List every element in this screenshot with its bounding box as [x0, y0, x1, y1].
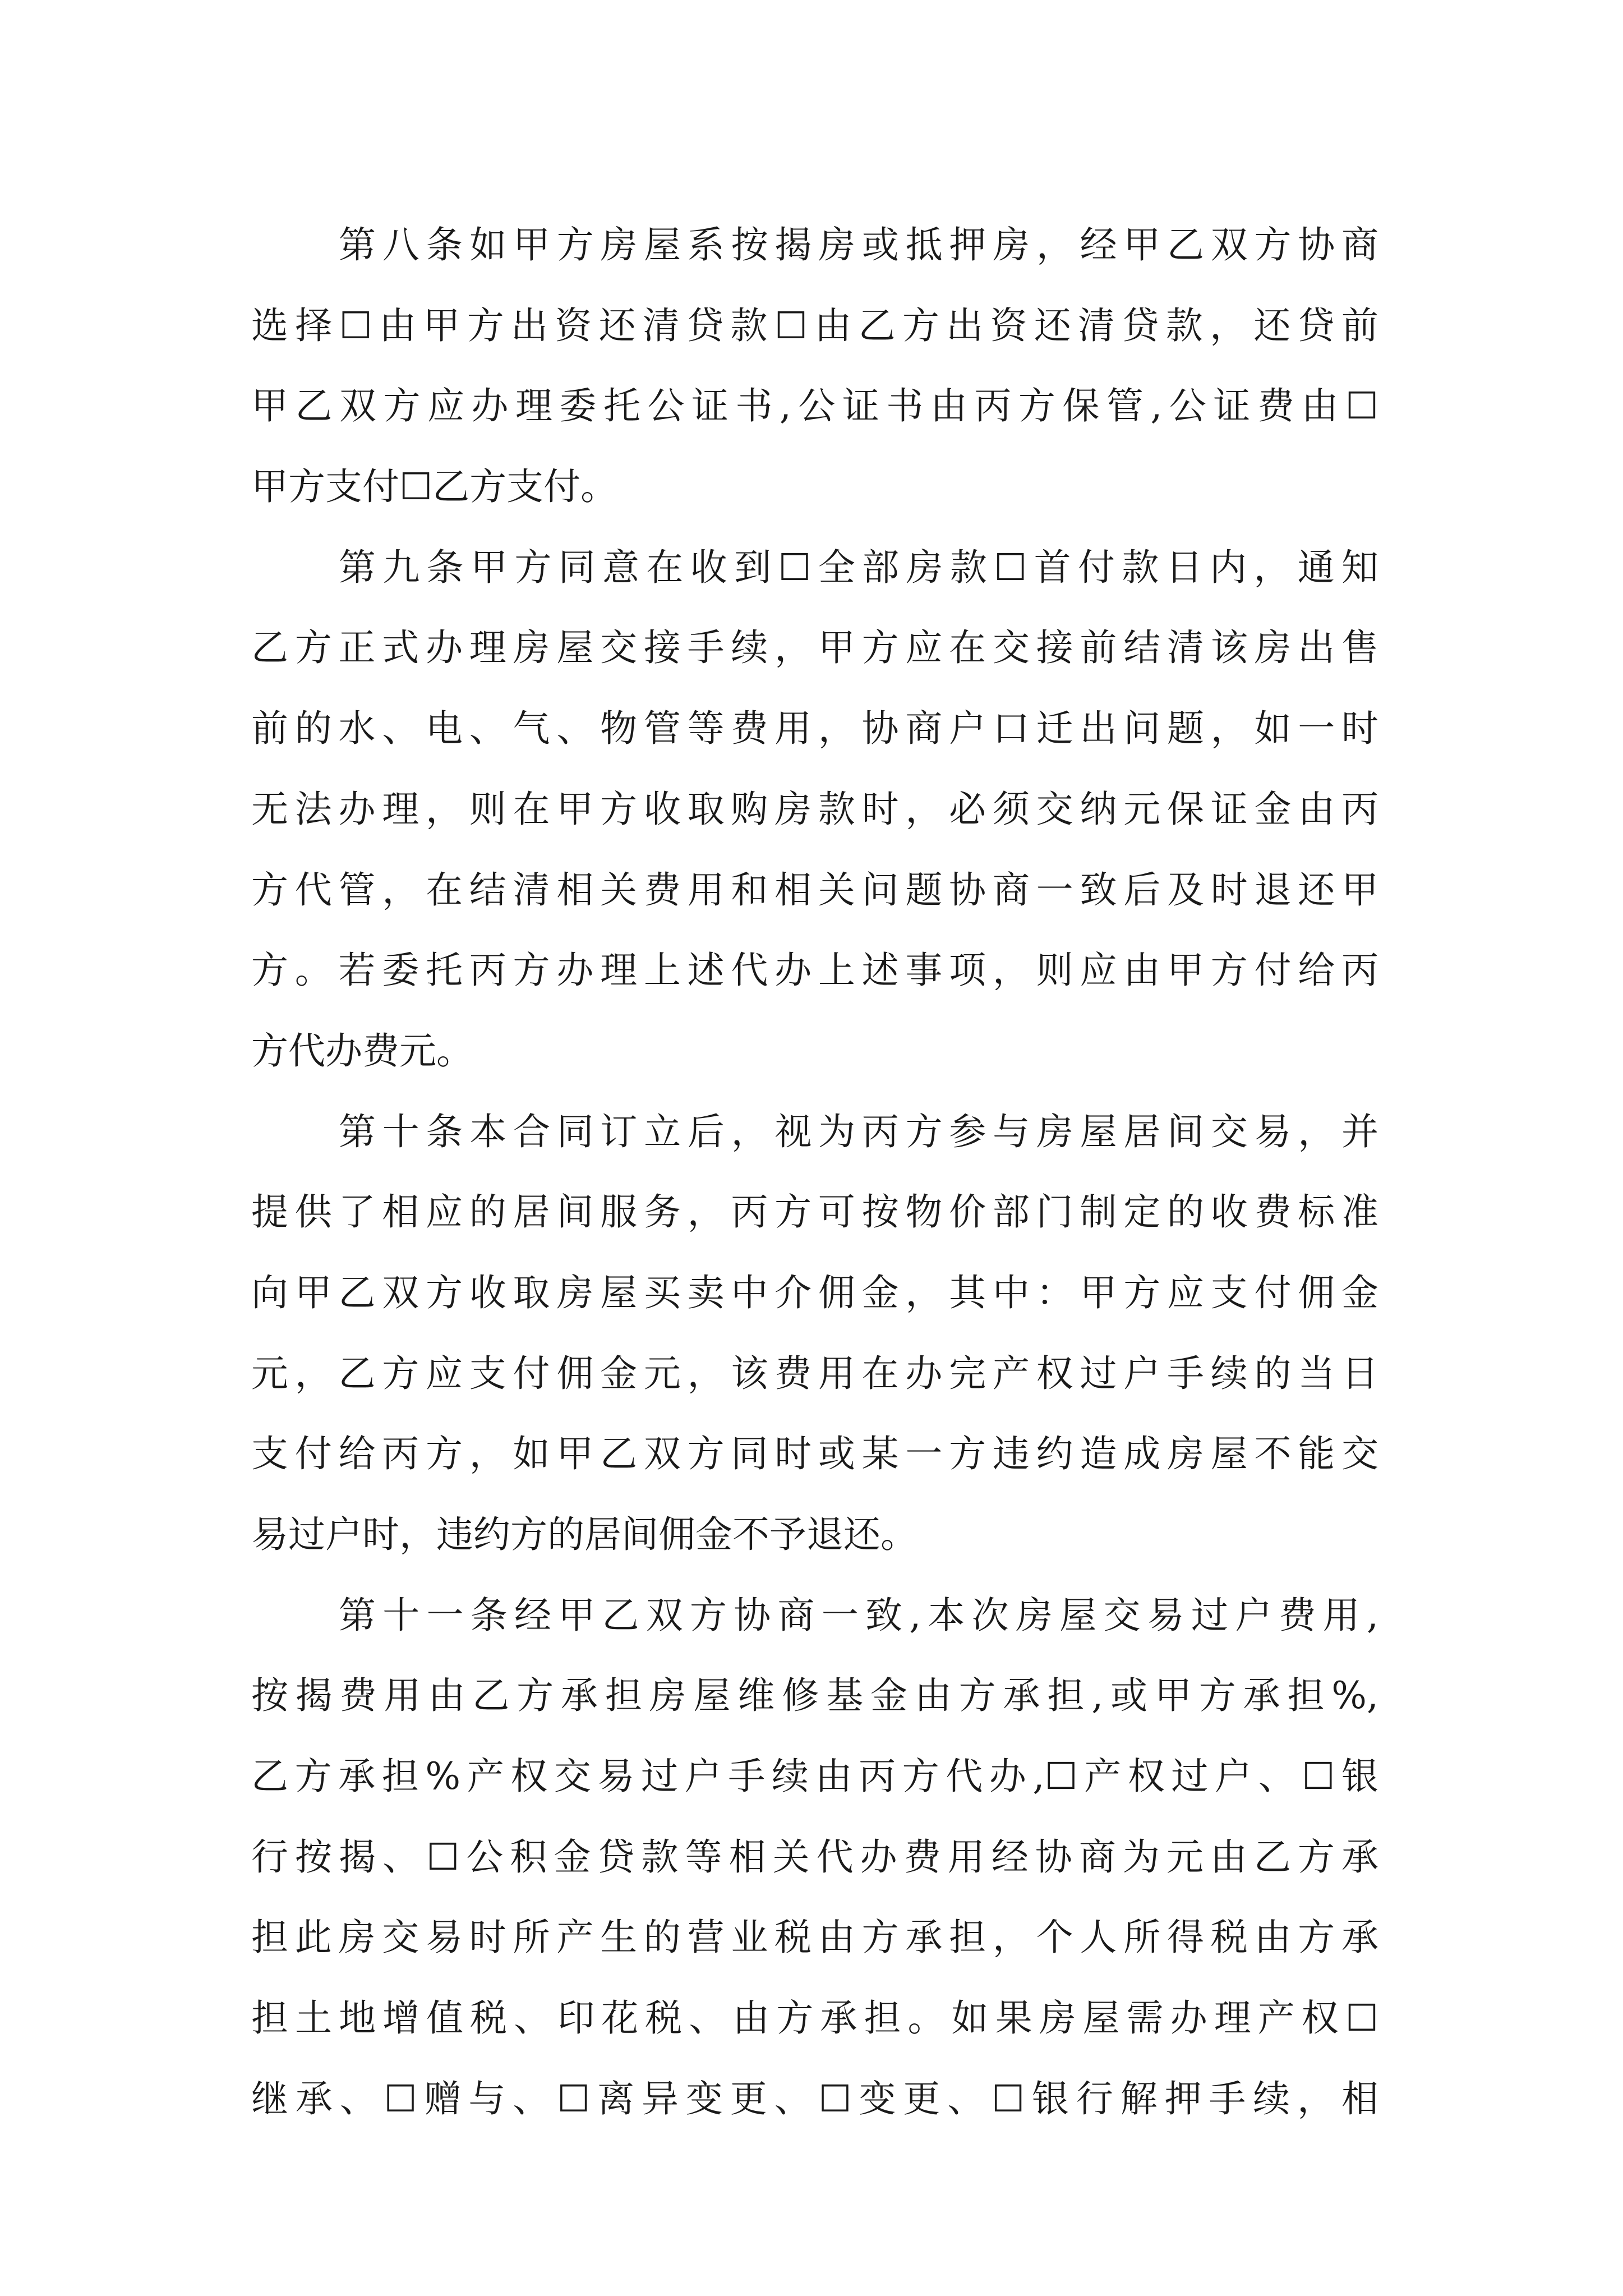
paragraph-line: 甲乙双方应办理委托公证书,公证书由丙方保管,公证费由☐: [251, 384, 1378, 428]
paragraph-line: 元，乙方应支付佣金元，该费用在办完产权过户手续的当日: [251, 1351, 1378, 1395]
paragraph-line: 第十条本合同订立后，视为丙方参与房屋居间交易，并: [339, 1110, 1378, 1153]
paragraph-line: 按揭费用由乙方承担房屋维修基金由方承担,或甲方承担%,: [251, 1674, 1378, 1718]
paragraph-line: 无法办理，则在甲方收取购房款时，必须交纳元保证金由丙: [251, 787, 1378, 831]
paragraph-line: 易过户时，违约方的居间佣金不予退还。: [251, 1513, 917, 1556]
paragraph-line: 方。若委托丙方办理上述代办上述事项，则应由甲方付给丙: [251, 949, 1378, 992]
paragraph-line: 前的水、电、气、物管等费用，协商户口迁出问题，如一时: [251, 707, 1378, 751]
paragraph-line: 乙方正式办理房屋交接手续，甲方应在交接前结清该房出售: [251, 626, 1378, 670]
paragraph-line: 担土地增值税、印花税、由方承担。如果房屋需办理产权☐: [251, 1996, 1378, 2040]
paragraph-line: 第十一条经甲乙双方协商一致,本次房屋交易过户费用,: [339, 1593, 1378, 1637]
paragraph-line: 方代管，在结清相关费用和相关问题协商一致后及时退还甲: [251, 868, 1378, 912]
paragraph-line: 支付给丙方，如甲乙双方同时或某一方违约造成房屋不能交: [251, 1432, 1378, 1476]
paragraph-article-8: [251, 205, 1378, 527]
paragraph-line: 继承、☐赠与、☐离异变更、☐变更、☐银行解押手续，相: [251, 2077, 1378, 2120]
paragraph-line: 甲方支付☐乙方支付。: [251, 465, 618, 509]
paragraph-line: 第九条甲方同意在收到☐全部房款☐首付款日内，通知: [339, 545, 1378, 589]
paragraph-line: 第八条如甲方房屋系按揭房或抵押房，经甲乙双方协商: [339, 223, 1378, 266]
paragraph-line: 行按揭、☐公积金贷款等相关代办费用经协商为元由乙方承: [251, 1835, 1378, 1879]
paragraph-line: 担此房交易时所产生的营业税由方承担，个人所得税由方承: [251, 1916, 1378, 1959]
contract-text: [251, 205, 1378, 2139]
paragraph-article-11: [251, 1575, 1378, 2139]
paragraph-line: 方代办费元。: [251, 1029, 473, 1073]
paragraph-line: 乙方承担%产权交易过户手续由丙方代办,☐产权过户、☐银: [251, 1755, 1378, 1798]
paragraph-line: 选择☐由甲方出资还清贷款☐由乙方出资还清贷款，还贷前: [251, 303, 1378, 347]
paragraph-article-10: [251, 1092, 1378, 1575]
paragraph-line: 向甲乙双方收取房屋买卖中介佣金，其中：甲方应支付佣金: [251, 1271, 1378, 1314]
paragraph-line: 提供了相应的居间服务，丙方可按物价部门制定的收费标准: [251, 1190, 1378, 1234]
paragraph-article-9: [251, 527, 1378, 1092]
